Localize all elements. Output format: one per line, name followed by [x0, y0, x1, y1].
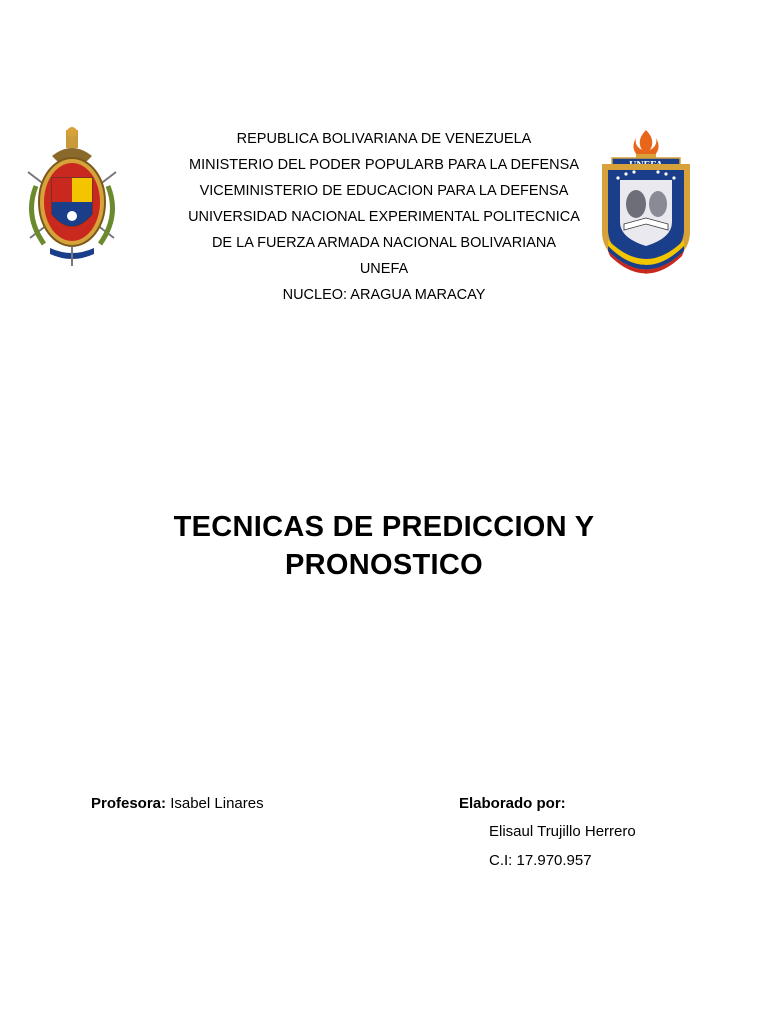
- venezuelan-coat-of-arms-icon: [22, 126, 122, 268]
- student-name: Elisaul Trujillo Herrero: [489, 823, 636, 840]
- title-line-1: TECNICAS DE PREDICCION Y: [173, 511, 595, 543]
- professor-line: [91, 794, 264, 814]
- header-line-acronym: UNEFA: [359, 261, 409, 277]
- unefa-shield-logo-icon: [598, 128, 694, 280]
- header-line-ministry: MINISTERIO DEL PODER POPULARB PARA LA DEFENSA: [189, 157, 579, 173]
- student-id: C.I: 17.970.957: [489, 852, 592, 869]
- document-title: [84, 508, 684, 584]
- header-line-campus: NUCLEO: ARAGUA MARACAY: [282, 287, 486, 303]
- professor-label: Profesora:: [91, 795, 167, 812]
- header-line-republic: REPUBLICA BOLIVARIANA DE VENEZUELA: [236, 131, 532, 147]
- header-line-university: UNIVERSIDAD NACIONAL EXPERIMENTAL POLITECNICA: [188, 209, 580, 225]
- prepared-by-label: Elaborado por:: [459, 795, 566, 812]
- professor-name: Isabel Linares: [166, 795, 264, 812]
- institution-header: [130, 126, 638, 308]
- title-line-2: PRONOSTICO: [285, 549, 483, 581]
- header-line-armed-forces: DE LA FUERZA ARMADA NACIONAL BOLIVARIANA: [211, 235, 557, 251]
- header-line-viceministry: VICEMINISTERIO DE EDUCACION PARA LA DEFENSA: [199, 183, 569, 199]
